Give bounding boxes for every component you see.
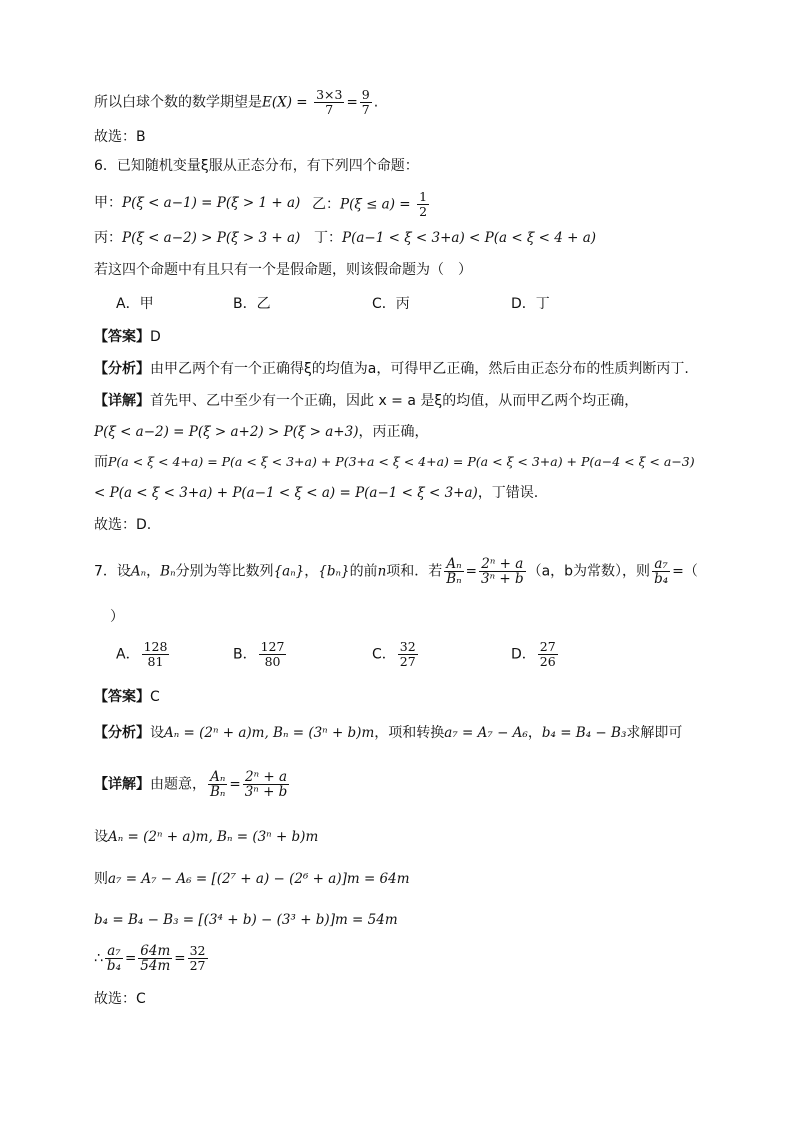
q6-detail-3 <box>94 453 695 471</box>
answer-value: C <box>150 689 160 705</box>
math: Bₙ <box>160 563 176 580</box>
denominator: 54m <box>140 958 171 974</box>
text: ， <box>304 563 319 580</box>
option-d <box>511 640 560 669</box>
option-label: B． <box>233 646 257 663</box>
q7-b4-line <box>94 911 398 929</box>
denominator: 26 <box>539 654 556 669</box>
math: a₇ = A₇ − A₆ = [(2⁷ + a) − (2⁶ + a)]m = 64m <box>108 871 410 887</box>
numerator: 64m <box>140 943 171 959</box>
proposition-ding <box>314 229 596 247</box>
numerator: a₇ <box>105 944 123 959</box>
detail-text: 而 <box>94 454 108 470</box>
numerator: 32 <box>399 639 416 654</box>
fraction <box>142 640 170 669</box>
detail-text: ，丙正确， <box>358 424 429 440</box>
denominator: Bₙ <box>210 784 226 800</box>
fraction <box>138 944 172 973</box>
answer-value: D <box>150 329 161 345</box>
option-label: A． <box>116 646 140 663</box>
math: P(ξ < a−2) > P(ξ > 3 + a) <box>122 230 301 246</box>
q7-stem <box>94 557 698 586</box>
option-d: D．丁 <box>511 296 550 312</box>
q6-analysis <box>94 360 689 378</box>
numerator: 2ⁿ + a <box>243 770 290 785</box>
proposition-yi <box>312 190 431 219</box>
detail-text: 首先甲、乙中至少有一个正确，因此 x = a 是ξ的均值，从而甲乙两个均正确， <box>150 393 639 409</box>
text: ， <box>527 725 542 741</box>
q6-stem: 6．已知随机变量ξ服从正态分布，有下列四个命题： <box>94 158 419 174</box>
math: Aₙ <box>130 563 147 580</box>
numerator: 32 <box>189 943 206 958</box>
text: 项和．若 <box>386 563 443 580</box>
analysis-tag: 【分析】 <box>94 361 150 377</box>
text: 7．设 <box>94 563 131 580</box>
fraction <box>105 944 123 973</box>
q7-final: 故选：C <box>94 991 146 1007</box>
q6-final: 故选：D. <box>94 517 152 533</box>
label: 乙： <box>312 196 340 213</box>
math: P(ξ ≤ a) = <box>340 196 411 213</box>
numerator: 1 <box>419 189 428 204</box>
math: P(ξ < a−2) = P(ξ > a+2) > P(ξ > a+3) <box>94 424 359 440</box>
therefore-symbol: ∴ <box>94 950 103 967</box>
denominator: 3ⁿ + b <box>244 784 288 800</box>
numerator: 128 <box>143 639 168 654</box>
math: n <box>377 563 387 580</box>
math: b₄ = B₄ − B₃ = [(3⁴ + b) − (3³ + b)]m = 54m <box>94 912 398 928</box>
numerator: 27 <box>539 639 556 654</box>
label: 丙： <box>94 230 122 246</box>
answer-choice-line: 故选：B <box>94 129 146 145</box>
denominator: 27 <box>399 654 416 669</box>
math: = <box>174 950 186 967</box>
math: Aₙ = (2ⁿ + a)m, Bₙ = (3ⁿ + b)m <box>164 725 375 741</box>
option-c: C．丙 <box>372 296 410 312</box>
text: 设 <box>94 829 108 845</box>
numerator: 3×3 <box>316 87 343 102</box>
label: 丁： <box>314 230 342 246</box>
option-c <box>372 640 420 669</box>
fraction <box>314 88 344 117</box>
q6-answer <box>94 328 161 346</box>
fraction <box>360 88 372 117</box>
text: 求解即可 <box>626 725 683 741</box>
answer-tag: 【答案】 <box>94 329 150 345</box>
fraction <box>652 557 670 586</box>
q7-result-line <box>94 944 210 973</box>
math: P(a < ξ < 4+a) = P(a < ξ < 3+a) + P(3+a < ξ < 4+a) = P(a < ξ < 3+a) + P(a−4 < ξ < a−3) <box>108 454 695 469</box>
q6-detail-1 <box>94 392 638 410</box>
detail-tag: 【详解】 <box>94 393 150 409</box>
detail-text: ，丁错误. <box>477 485 539 501</box>
numerator: 9 <box>361 87 370 102</box>
q6-detail-2 <box>94 423 428 441</box>
math: P(a−1 < ξ < 3+a) < P(a < ξ < 4 + a) <box>342 230 597 246</box>
fraction <box>188 944 208 973</box>
denominator: 2 <box>419 204 428 219</box>
period: . <box>373 94 379 111</box>
fraction <box>208 770 227 799</box>
math: b₄ = B₄ − B₃ <box>541 725 627 741</box>
denominator: 3ⁿ + b <box>480 571 524 587</box>
denominator: 80 <box>264 654 281 669</box>
option-b: B．乙 <box>233 296 271 312</box>
label: 甲： <box>94 195 122 211</box>
option-a <box>116 640 171 669</box>
numerator: a₇ <box>652 557 670 572</box>
detail-tag: 【详解】 <box>94 776 150 793</box>
fraction <box>444 557 463 586</box>
numerator: 127 <box>260 639 285 654</box>
q7-answer <box>94 688 160 706</box>
math: = <box>465 563 477 580</box>
denominator: 81 <box>147 654 164 669</box>
denominator: 27 <box>189 958 206 973</box>
math: = <box>124 950 137 967</box>
fraction <box>479 557 526 586</box>
text: 设 <box>150 725 164 741</box>
fraction <box>243 770 290 799</box>
text: ， <box>146 563 161 580</box>
math: = <box>346 94 358 111</box>
denominator: b₄ <box>106 958 121 974</box>
text: =（ <box>672 563 698 580</box>
text: 所以白球个数的数学期望是 <box>94 94 262 111</box>
denominator: 7 <box>325 102 334 117</box>
option-label: D． <box>511 646 536 663</box>
math: {aₙ} <box>273 563 305 580</box>
proposition-jia <box>94 194 300 212</box>
option-label: C． <box>372 646 396 663</box>
fraction <box>259 640 287 669</box>
denominator: 7 <box>361 102 370 117</box>
numerator: 2ⁿ + a <box>479 557 526 572</box>
numerator: Aₙ <box>208 770 227 785</box>
q7-set-line <box>94 828 318 846</box>
q6-detail-4 <box>94 484 538 502</box>
text: 的前 <box>349 563 378 580</box>
text: 则 <box>94 871 108 887</box>
expectation-line <box>94 88 378 117</box>
text: 由题意， <box>150 776 206 793</box>
numerator: Aₙ <box>444 557 463 572</box>
answer-tag: 【答案】 <box>94 689 150 705</box>
option-a: A．甲 <box>116 296 154 312</box>
analysis-text: 由甲乙两个有一个正确得ξ的均值为a，可得甲乙正确，然后由正态分布的性质判断丙丁. <box>150 361 689 377</box>
q7-analysis <box>94 724 682 742</box>
proposition-bing <box>94 229 300 247</box>
option-b <box>233 640 288 669</box>
math: P(ξ < a−1) = P(ξ > 1 + a) <box>122 195 301 211</box>
text: （a，b为常数），则 <box>527 563 651 580</box>
math: Aₙ = (2ⁿ + a)m, Bₙ = (3ⁿ + b)m <box>108 829 319 845</box>
fraction <box>417 190 429 219</box>
text: ，项和转换 <box>374 725 445 741</box>
q7-detail <box>94 770 291 799</box>
denominator: Bₙ <box>446 571 462 587</box>
math: {bₙ} <box>318 563 350 580</box>
math: = <box>229 776 241 793</box>
q6-question: 若这四个命题中有且只有一个是假命题，则该假命题为（ ） <box>94 262 472 278</box>
q7-a7-line <box>94 870 410 888</box>
q7-close-paren: ） <box>110 609 124 625</box>
denominator: b₄ <box>654 571 669 587</box>
text: 分别为等比数列 <box>175 563 274 580</box>
analysis-tag: 【分析】 <box>94 725 150 741</box>
fraction <box>538 640 558 669</box>
fraction <box>398 640 418 669</box>
math: E(X) = <box>262 94 308 111</box>
math: a₇ = A₇ − A₆ <box>444 725 528 741</box>
math: < P(a < ξ < 3+a) + P(a−1 < ξ < a) = P(a−1 < ξ < 3+a) <box>94 485 478 501</box>
